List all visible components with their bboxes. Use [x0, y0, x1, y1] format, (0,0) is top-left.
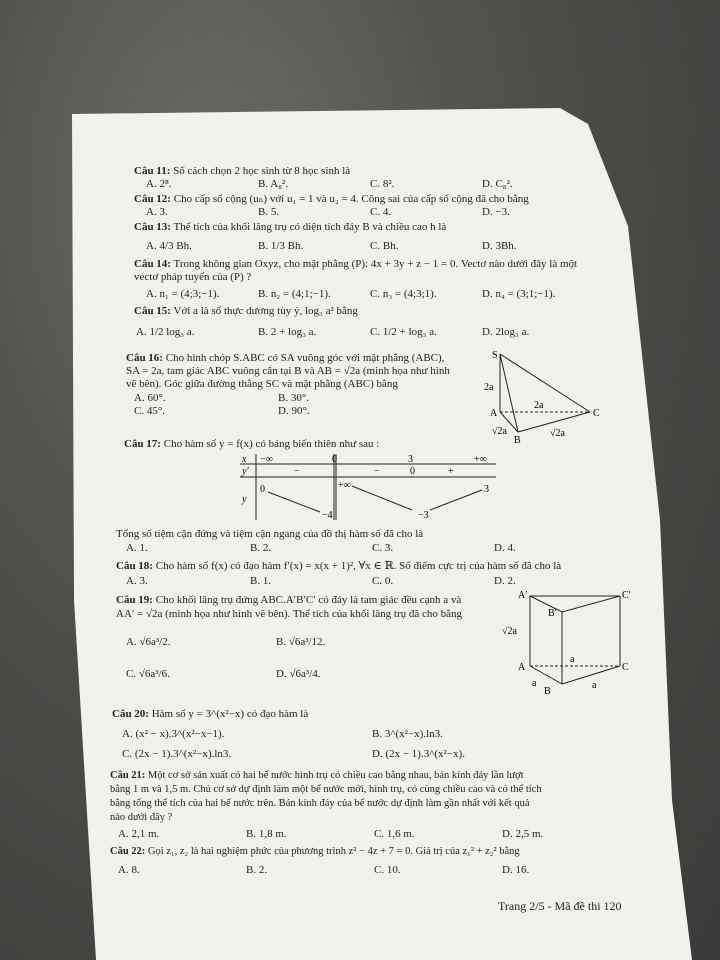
- question-14-line2: vectơ pháp tuyến của (P) ?: [134, 271, 252, 283]
- question-21-line2: bằng 1 m và 1,5 m. Chủ cơ sở dự định làm một bể nước mới, hình trụ, có cùng chiều cao và có thể tích: [110, 784, 542, 795]
- q22-option-d: D. 16.: [502, 864, 530, 876]
- q11-option-d: D. C₈².: [482, 178, 513, 190]
- question-21-line3: bằng tổng thể tích của hai bể nước trên. Bán kính đáy của bể nước dự định làm gần nhất với kết quả: [110, 798, 530, 809]
- label-side-2: a: [532, 678, 537, 689]
- vt-y-label: y: [242, 494, 247, 505]
- vt-yp-label: y′: [242, 466, 249, 477]
- q17-option-d: D. 4.: [494, 542, 516, 554]
- q11-option-b: B. A₈².: [258, 178, 289, 190]
- q21-option-d: D. 2,5 m.: [502, 828, 544, 840]
- q17-option-b: B. 2.: [250, 542, 272, 554]
- q18-option-b: B. 1.: [250, 575, 272, 587]
- question-13: Câu 13: Thể tích của khối lăng trụ có diện tích đáy B và chiều cao h là: [134, 221, 447, 233]
- label-a: A: [490, 408, 498, 419]
- question-11: Câu 11: Số cách chọn 2 học sinh từ 8 học sinh là: [134, 165, 351, 177]
- vt-x-1: 0: [332, 454, 337, 465]
- q11-option-c: C. 8².: [370, 178, 395, 190]
- q20-option-c: C. (2x − 1).3^(x²−x).ln3.: [122, 748, 232, 760]
- question-17-line2: Tổng số tiệm cận đứng và tiệm cận ngang của đồ thị hàm số đã cho là: [116, 528, 424, 540]
- label-a1: A′: [518, 590, 528, 601]
- q18-option-c: C. 0.: [372, 575, 394, 587]
- label-sa: 2a: [484, 382, 494, 393]
- q16-option-c: C. 45°.: [134, 405, 165, 417]
- question-20: Câu 20: Hàm số y = 3^(x²−x) có đạo hàm là: [112, 708, 309, 720]
- q19-option-b: B. √6a³/12.: [276, 636, 326, 648]
- label-bc: √2a: [550, 428, 565, 439]
- q13-option-a: A. 4/3 Bh.: [146, 240, 192, 252]
- page-footer: Trang 2/5 - Mã đề thi 120: [498, 899, 622, 913]
- vt-x-2: 3: [408, 454, 413, 465]
- q12-option-c: C. 4.: [370, 206, 392, 218]
- vt-sign-2: 0: [410, 466, 415, 477]
- q20-option-d: D. (2x − 1).3^(x²−x).: [372, 748, 465, 760]
- question-16-line3: vẽ bên). Góc giữa đường thẳng SC và mặt phẳng (ABC) bằng: [126, 378, 398, 390]
- q11-option-a: A. 2⁸.: [146, 178, 172, 190]
- question-14: Câu 14: Trong không gian Oxyz, cho mặt phẳng (P): 4x + 3y + z − 1 = 0. Vectơ nào dưới đây là một: [134, 258, 578, 270]
- q19-option-c: C. √6a³/6.: [126, 668, 170, 680]
- vt-sign-3: +: [448, 466, 454, 477]
- q13-option-d: D. 3Bh.: [482, 240, 517, 252]
- q22-option-b: B. 2.: [246, 864, 268, 876]
- q18-option-a: A. 3.: [126, 575, 148, 587]
- q12-option-a: A. 3.: [146, 206, 168, 218]
- question-12: Câu 12: Cho cấp số cộng (uₙ) với u₁ = 1 và u₂ = 4. Công sai của cấp số cộng đã cho bằng: [134, 193, 529, 205]
- q14-option-a: A. n₁ = (4;3;−1).: [146, 288, 220, 300]
- variation-table: [234, 452, 502, 522]
- question-21-line4: nào dưới đây ?: [110, 812, 173, 823]
- q16-option-a: A. 60°.: [134, 392, 166, 404]
- question-18: Câu 18: Cho hàm số f(x) có đạo hàm f′(x) = x(x + 1)², ∀x ∈ ℝ. Số điểm cực trị của hàm số đã cho là: [116, 560, 562, 572]
- q21-option-c: C. 1,6 m.: [374, 828, 415, 840]
- q19-option-d: D. √6a³/4.: [276, 668, 321, 680]
- q17-option-a: A. 1.: [126, 542, 148, 554]
- q13-option-b: B. 1/3 Bh.: [258, 240, 304, 252]
- label-c: C: [622, 662, 629, 673]
- q22-option-a: A. 8.: [118, 864, 140, 876]
- q22-option-c: C. 10.: [374, 864, 401, 876]
- label-b: B: [514, 435, 521, 446]
- vt-x-0: −∞: [260, 454, 273, 465]
- q20-option-b: B. 3^(x²−x).ln3.: [372, 728, 443, 740]
- q15-option-c: C. 1/2 + log₃ a.: [370, 326, 437, 338]
- question-17: Câu 17: Cho hàm số y = f(x) có bảng biến thiên như sau :: [124, 438, 380, 450]
- question-19-line2: AA′ = √2a (minh họa như hình vẽ bên). Thể tích của khối lăng trụ đã cho bằng: [116, 608, 463, 620]
- vt-x-label: x: [242, 454, 247, 465]
- label-b: B: [544, 686, 551, 697]
- vt-y-4: 3: [484, 484, 489, 495]
- question-16: Câu 16: Cho hình chóp S.ABC có SA vuông góc với mặt phẳng (ABC),: [126, 352, 445, 364]
- label-height: √2a: [502, 626, 517, 637]
- question-19: Câu 19: Cho khối lăng trụ đứng ABC.A′B′C′ có đáy là tam giác đều cạnh a và: [116, 594, 462, 606]
- label-s: S: [492, 350, 498, 361]
- q17-option-c: C. 3.: [372, 542, 394, 554]
- q14-option-b: B. n₂ = (4;1;−1).: [258, 288, 331, 300]
- q13-option-c: C. Bh.: [370, 240, 399, 252]
- q14-option-c: C. n₃ = (4;3;1).: [370, 288, 437, 300]
- q12-option-b: B. 5.: [258, 206, 280, 218]
- q16-option-b: B. 30°.: [278, 392, 309, 404]
- label-c1: C′: [622, 590, 631, 601]
- vt-y-2: +∞: [338, 480, 351, 491]
- q21-option-b: B. 1,8 m.: [246, 828, 287, 840]
- label-side-3: a: [592, 680, 597, 691]
- q15-option-d: D. 2log₃ a.: [482, 326, 530, 338]
- question-16-line2: SA = 2a, tam giác ABC vuông cân tại B và AB = √2a (minh họa như hình: [126, 365, 450, 377]
- q19-option-a: A. √6a³/2.: [126, 636, 171, 648]
- vt-y-1: −4: [322, 510, 333, 521]
- label-ab: √2a: [492, 426, 507, 437]
- question-21: Câu 21: Một cơ sở sản xuất có hai bể nước hình trụ có chiều cao bằng nhau, bán kính đáy lần lượt: [110, 770, 524, 781]
- label-a: A: [518, 662, 526, 673]
- question-22: Câu 22: Gọi z₁, z₂ là hai nghiệm phức của phương trình z² − 4z + 7 = 0. Giá trị của z₁² + z₂² bằng: [110, 846, 520, 857]
- vt-sign-1: −: [374, 466, 380, 477]
- label-c: C: [593, 408, 600, 419]
- vt-y-0: 0: [260, 484, 265, 495]
- vt-x-3: +∞: [474, 454, 487, 465]
- q14-option-d: D. n₄ = (3;1;−1).: [482, 288, 556, 300]
- vt-y-3: −3: [418, 510, 429, 521]
- q21-option-a: A. 2,1 m.: [118, 828, 160, 840]
- q20-option-a: A. (x² − x).3^(x²−x−1).: [122, 728, 225, 740]
- pyramid-figure: [478, 346, 610, 446]
- q18-option-d: D. 2.: [494, 575, 516, 587]
- label-b1: B′: [548, 608, 557, 619]
- q16-option-d: D. 90°.: [278, 405, 310, 417]
- q15-option-a: A. 1/2 log₃ a.: [136, 326, 195, 338]
- q15-option-b: B. 2 + log₃ a.: [258, 326, 317, 338]
- q12-option-d: D. −3.: [482, 206, 510, 218]
- vt-sign-0: −: [294, 466, 300, 477]
- question-15: Câu 15: Với a là số thực dương tùy ý, log₃ a² bằng: [134, 305, 358, 317]
- label-ac: 2a: [534, 400, 544, 411]
- label-side-1: a: [570, 654, 575, 665]
- prism-figure: [500, 588, 636, 698]
